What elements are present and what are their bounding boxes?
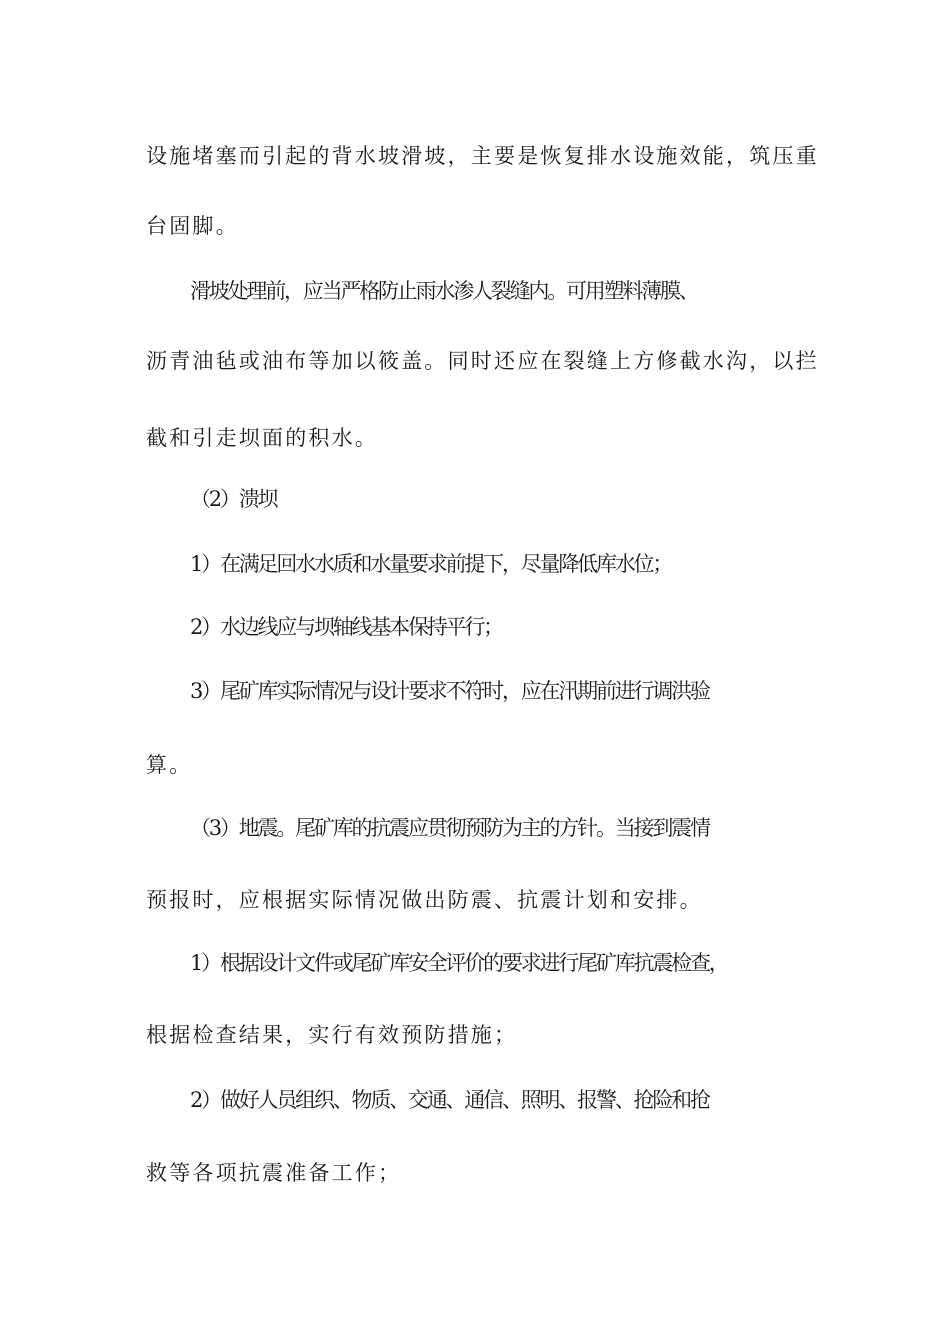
- text-line-10: 算。: [146, 753, 193, 777]
- text-line-16: 救等各项抗震准备工作；: [146, 1161, 402, 1185]
- text-line-13: 1）根据设计文件或尾矿库安全评价的要求进行尾矿库抗震检查，: [190, 951, 728, 975]
- text-line-8: 2）水边线应与坝轴线基本保持平行；: [190, 615, 502, 639]
- text-line-11: （3）地震。尾矿库的抗震应贯彻预防为主的方针。当接到震情: [190, 816, 709, 840]
- text-line-4: 沥青油毡或油布等加以筱盖。同时还应在裂缝上方修截水沟，以拦: [146, 349, 819, 373]
- text-line-1: 设施堵塞而引起的背水坡滑坡，主要是恢复排水设施效能，筑压重: [146, 144, 819, 168]
- text-line-5: 截和引走坝面的积水。: [146, 426, 378, 450]
- text-line-9: 3）尾矿库实际情况与设计要求不符时，应在汛期前进行调洪验: [190, 679, 709, 703]
- text-line-3: 滑坡处理前，应当严格防止雨水渗人裂缝内。可用塑料薄膜、: [190, 279, 698, 303]
- text-line-6: （2）溃坝: [190, 487, 277, 511]
- text-line-7: 1）在满足回水水质和水量要求前提下，尽量降低库水位；: [190, 552, 672, 576]
- text-line-2: 台固脚。: [146, 214, 239, 238]
- text-line-15: 2）做好人员组织、物质、交通、通信、照明、报警、抢险和抢: [190, 1088, 709, 1112]
- text-line-14: 根据检查结果，实行有效预防措施；: [146, 1023, 518, 1047]
- text-line-12: 预报时，应根据实际情况做出防震、抗震计划和安排。: [146, 888, 703, 912]
